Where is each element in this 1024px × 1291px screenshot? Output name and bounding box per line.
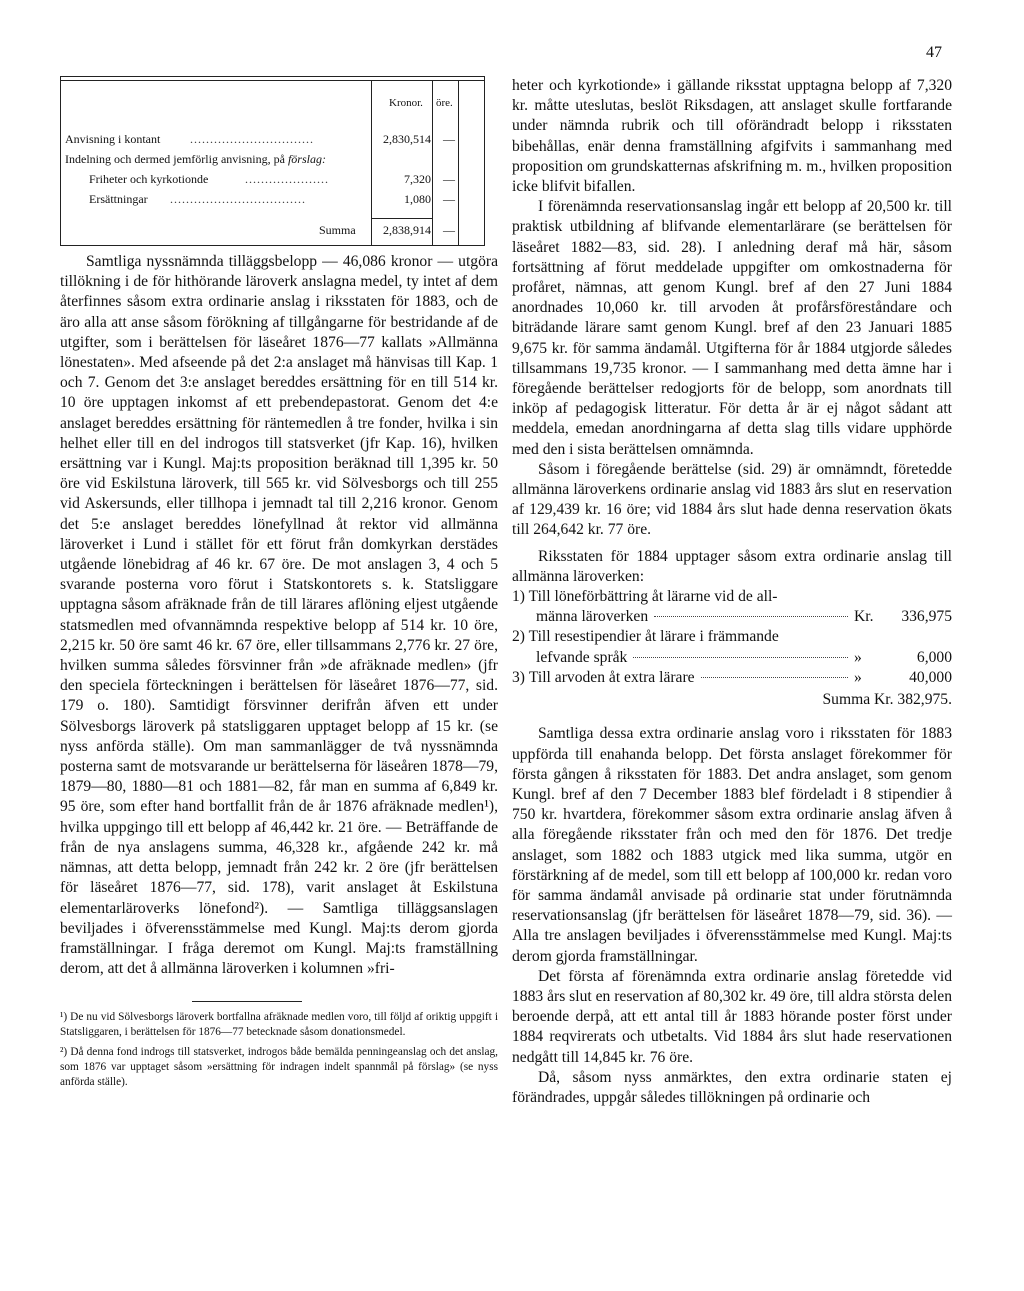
list-item: 3) Till arvoden åt extra lärare » 40,000 [512, 668, 952, 686]
header-kronor: Kronor. [389, 97, 423, 109]
table-row: Friheter och kyrkotionde ..................... 7,320 — [65, 170, 484, 189]
budget-table [60, 76, 485, 246]
body-paragraph: Det första af förenämnda extra ordinarie anslag företedde vid 1883 års slut en reservation af 80,302 kr. 49 öre, till aldra största delen beroende derpå, att ett antal till år 1883 hörande poster först under 1884 reqvirerats och utbetalts. Vid 1884 års slut hade reservationen nedgått till 14,845 kr. 76 öre. [512, 967, 952, 1066]
row-ore: — [443, 223, 455, 237]
sum-value: 2,838,914 [383, 223, 431, 237]
body-paragraph: Samtliga nyssnämnda tilläggsbelopp — 46,086 kronor — utgöra tillökning i de för hithörande läroverk anslagna medel, ty intet af dem återfinnes såsom extra ordinarie anslag i riksstaten för 1883, och de äro alla att anse såsom förökning af tillgångarne för bestridande af de utgifter, som i berättelsen för läseåret 1876—77 kallats »Allmänna lönestaten». Med afseende på det 2:a anslaget må hänvisas till Kap. 1 och 7. Genom det 3:e anslaget bereddes ersättning för en till 514 kr. 10 öre upptagen inkomst af ett prebendepastorat. Genom det 4:e anslaget bereddes ersättning för räntemedlen å tre fonder, hvilka i sin helhet eller till en del indrogos till statsverket (jfr Kap. 16), hvilken ersättning var i Kungl. Maj:ts proposition beräknad till 1,395 kr. 50 öre vid Eskilstuna läroverk, till 565 kr. vid Sölvesborgs och till 255 vid Askersunds, eller tillhopa i jemnadt tal till 2,216 kronor. Genom det 5:e anslaget bereddes lönefyllnad åt rektor vid allmänna läroverket i Lund i stället för ett förut från domkyrkan derstädes utgående lönebidrag af 46 kr. 67 öre. De mot anslagen 3, 4 och 5 svarande posterna voro förut i Statskontorets s. k. Statsliggare upptagna såsom afräknade från de till lärares aflöning eljest utgående statsmedlen med ofvannämnda respektive belopp af 514 kr. 10 öre, 2,215 kr. 50 öre samt 46 kr. 67 öre, eller tillsammans 2,776 kr. 27 öre, hvilken summa således försvinner från »de afräknade medlen» (jfr den speciela förteckningen i berättelsen för läseåret 1876—77, sid. 179 o. 180). Samtidigt försvinner derifrån äfven ett under Sölvesborgs läroverk på statsliggaren upptaget belopp af 15 kr. (se nyss anförda ställe). Om man sammanlägger de två nyssnämnda posterna samt de motsvarande ur berättelserna för läseåren 1878—79, 1879—80, 1880—81 och 1881—82, får man en summa af 6,849 kr. 95 öre, som efter hand bortfallit från de år 1876 afräknade medlen¹), hvilka uppgingo till ett belopp af 46,442 kr. 21 öre. — Beträffande de från de nya anslagens summa, 46,328 kr., afgående 242 kr. må nämnas, att detta belopp, jemnadt från 242 kr. 2 öre (jfr berättelsen för läseåret 1876—77, sid. 178), varit anslaget åt Eskilstuna elementarläroverks lönefond²). — Samtliga tilläggsanslagen beviljades i öfverensstämmelse med Kungl. Maj:ts derom gjorda framställningar. I fråga deremot om Kungl. Maj:ts framställning derom, att det å allmänna läroverken i kolumnen »fri- [60, 253, 498, 978]
table-row: Anvisning i kontant ............................... 2,830,514 — [65, 130, 484, 149]
left-column [60, 76, 498, 1095]
extra-appropriations-list [512, 587, 952, 710]
footnote-rule [192, 1001, 302, 1002]
footnotes [60, 1001, 498, 1090]
list-item: 1) Till löneförbättring åt lärarne vid de all- männa läroverken Kr. 336,975 [512, 588, 952, 626]
body-paragraph: Riksstaten för 1884 upptager såsom extra ordinarie anslag till allmänna läroverken: [512, 547, 952, 585]
row-label: Ersättningar [89, 192, 148, 206]
body-paragraph: I förenämnda reservationsanslag ingår ett belopp af 20,500 kr. till praktisk utbildning af blifvande elementarlärare (se berättelsen för läseåret 1882—83, sid. 28). I anledning deraf må här, såsom fortsättning af förut meddelade uppgifter om omkostnaderna för profåret, nämnas, att genom Kungl. bref af den 27 Juni 1884 anordnades 10,060 kr. till arvoden åt profårsföreståndare och biträdande lärare samt genom Kungl. bref af den 23 Januari 1885 9,675 kr. för samma ändamål. Utgifterna för år 1884 utgjorde således tillsammans 19,735 kronor. — I sammanhang med detta ämne har i föregående berättelser redogjorts för de belopp, som anordnats till inköp af pedagogisk litteratur. För detta år är ej något sådant att meddela, emedan anordningarna af detta slag tills vidare upphörde med den i sista berättelsen omnämnda. [512, 198, 952, 458]
sum-label: Summa [319, 223, 356, 237]
body-paragraph: heter och kyrkotionde» i gällande riksstat upptagna belopp af 7,320 kr. måtte uteslutas, beslöt Riksdagen, att anslaget skulle fortfarande under nämnda rubrik och till oförändradt belopp i riksstaten bibehållas, enär denna framställning afgifvits i sammanhang med proposition om grundskatternas afskrifning m. m., hvilken proposition icke blifvit bifallen. [512, 77, 952, 196]
row-label: Indelning och dermed jemförlig anvisning, på förslag: [65, 152, 326, 166]
row-value: 1,080 [404, 192, 431, 206]
footnote: ¹) De nu vid Sölvesborgs läroverk bortfallna afräknade medlen voro, till följd af oriktig uppgift i Statsliggaren, i berättelsen för 1876—77 betecknade såsom donationsmedel. [60, 1011, 498, 1039]
body-paragraph: Då, såsom nyss anmärktes, den extra ordinarie staten ej förändrades, uppgår således tillökningen på ordinarie och [512, 1068, 952, 1106]
table-row [65, 150, 484, 169]
table-double-rule [61, 80, 484, 81]
list-item: 2) Till resestipendier åt lärare i främmande lefvande språk » 6,000 [512, 628, 952, 666]
row-value: 2,830,514 [383, 132, 431, 146]
page-number: 47 [926, 44, 942, 61]
header-ore: öre. [436, 97, 453, 109]
row-value: 7,320 [404, 172, 431, 186]
row-label: Friheter och kyrkotionde [89, 172, 209, 186]
row-ore: — [443, 172, 455, 186]
row-ore: — [443, 192, 455, 206]
table-row: Ersättningar .................................. 1,080 — [65, 190, 484, 209]
list-sum: Summa Kr. 382,975. [822, 691, 952, 709]
footnote: ²) Då denna fond indrogs till statsverket, indrogos både bemälda penningeanslag och det anslag, som 1876 var upptaget såsom »ersättning för indragen indelt spannmål på förslag» (se nyss anförda ställe). [60, 1046, 498, 1089]
body-paragraph: Såsom i föregående berättelse (sid. 29) är omnämndt, företedde allmänna läroverkens ordinarie anslag vid 1883 års slut en reservation af 129,439 kr. 16 öre; vid 1884 års slut hade denna reservation ökats till 264,642 kr. 77 öre. [512, 460, 952, 539]
table-row [65, 221, 484, 240]
row-label: Anvisning i kontant [65, 132, 161, 146]
body-paragraph: Samtliga dessa extra ordinarie anslag voro i riksstaten för 1883 uppförda till enahanda belopp. Det första anslaget förekommer för första gången å riksstaten för 1883. Det andra anslaget, som genom Kungl. bref af den 7 December 1883 blef fördeladt i 8 stipendier å 750 kr. hvartdera, förekommer såsom extra ordinarie anslag äfven å alla föregående riksstater från och med den för 1876. Det tredje anslaget, som 1882 och 1883 utgick med lika summa, utgör en förstärkning af de medel, som till ett belopp af 100,000 kr. redan voro för samma ändamål anvisade på ordinarie stat under förutnämnda reservationsanslag (jfr berättelsen för läseåret 1878—79, sid. 36). — Alla tre anslagen beviljades i öfverensstämmelse med Kungl. Maj:ts derom gjorda framställningar. [512, 725, 952, 965]
sum-rule [371, 218, 432, 219]
row-ore: — [443, 132, 455, 146]
right-column [512, 76, 952, 1108]
